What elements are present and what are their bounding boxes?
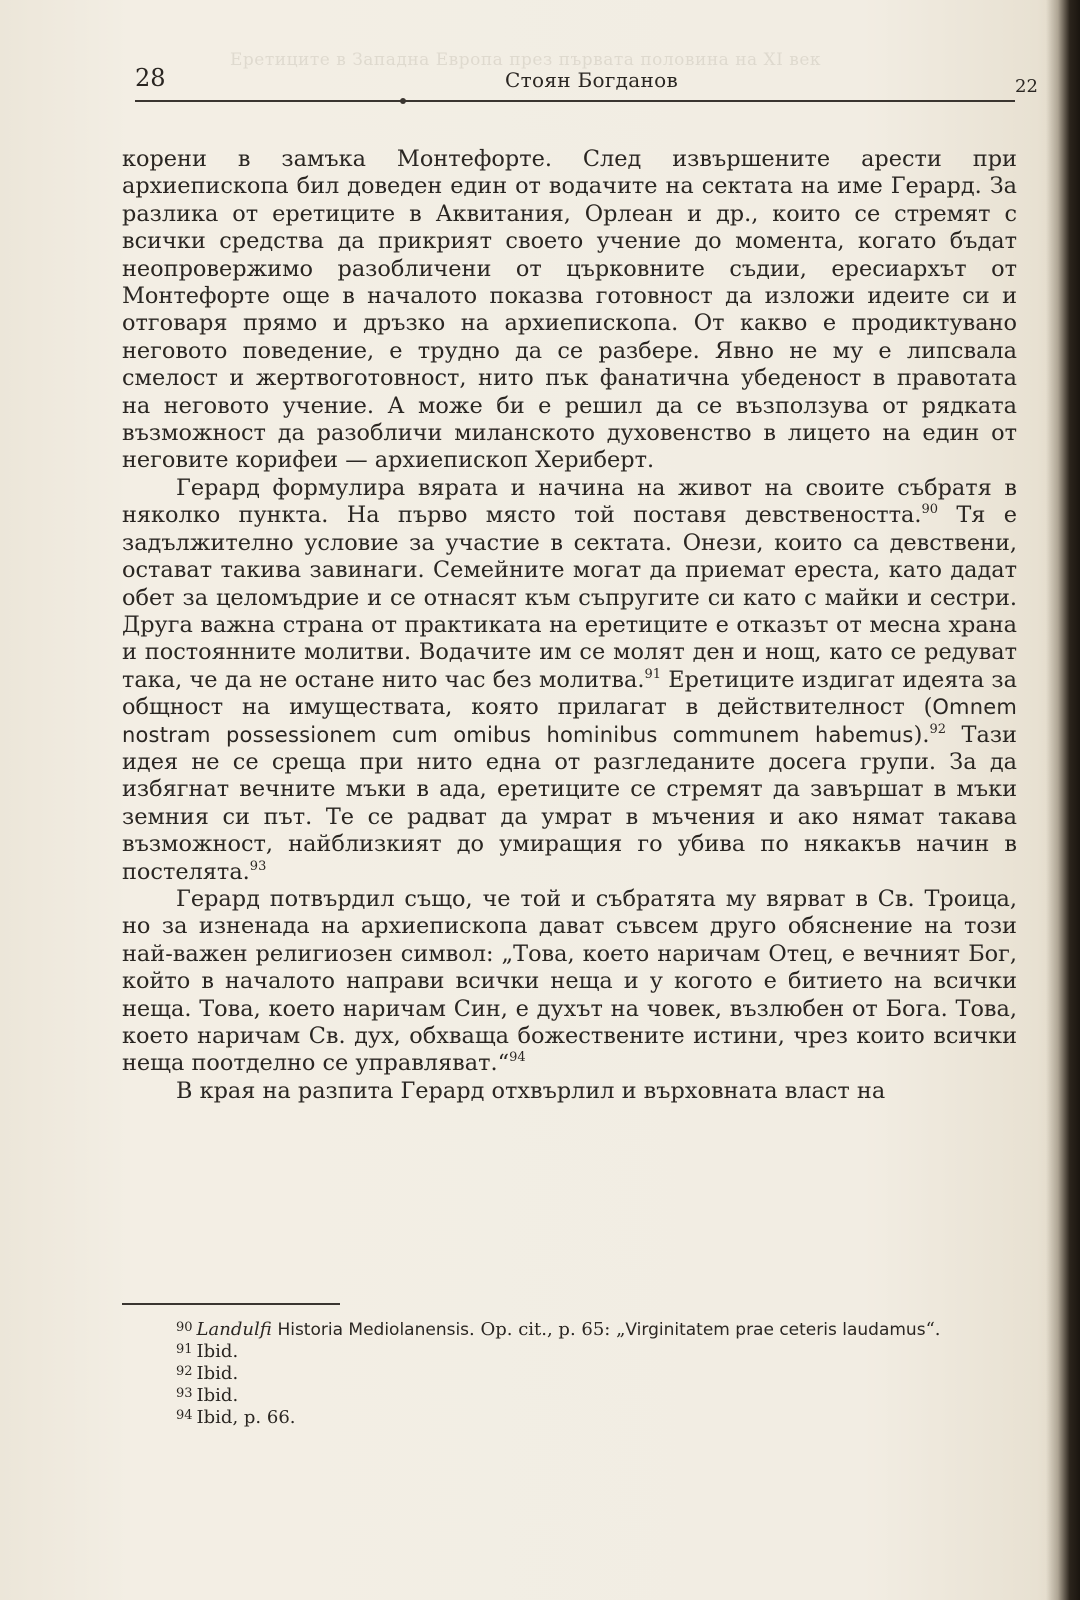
- footnote-source-title: Historia Mediolanensis: [277, 1319, 470, 1340]
- bleed-through-header: Еретиците в Западна Европа през първата половина на XI век: [230, 50, 822, 70]
- footnote-ref-91[interactable]: 91: [644, 666, 662, 682]
- footnote-ref-92[interactable]: 92: [929, 721, 946, 737]
- footnote-number: 90: [176, 1320, 193, 1335]
- facing-page-number: 22: [1015, 76, 1038, 97]
- footnote-ref-94[interactable]: 94: [509, 1050, 526, 1066]
- footnote-number: 93: [176, 1385, 193, 1401]
- footnote-number: 91: [176, 1341, 193, 1357]
- footnote-quote: Virginitatem prae ceteris laudamus: [625, 1319, 926, 1340]
- book-spine-shadow: [1046, 0, 1080, 1600]
- footnote-text: Ibid.: [196, 1340, 239, 1362]
- text-run: Тя е задължително условие за участие в сектата. Онези, които са девствени, остават такива завинаги. Семейните могат да приемат ереста, като дадат обет за целомъдрие и се отнасят към съпругите си като с майки и сестри. Друга важна страна от практиката на еретиците е отказът от месна храна и постоянните молитви. Водачите им се молят ден и нощ, като се редуват така, че да не остане нито час без молитва.: [122, 502, 1018, 693]
- footnote-text: Ibid, p. 66.: [196, 1406, 296, 1428]
- page-header: [135, 64, 1038, 104]
- footnote-number: 92: [176, 1363, 193, 1379]
- running-title: Стоян Богданов: [505, 68, 678, 92]
- paragraph: [122, 146, 1017, 475]
- footnote-91: [122, 1340, 1017, 1362]
- page-number: 28: [135, 64, 166, 92]
- footnote-ref-90[interactable]: 90: [921, 502, 939, 518]
- footnotes: [122, 1318, 1017, 1427]
- paragraph: [122, 1078, 1017, 1105]
- text-run: Еретиците издигат идеята за общност на имуществата, която прилагат в действителност (: [122, 666, 1017, 721]
- footnote-text-end: “.: [925, 1318, 941, 1340]
- footnote-ref-93[interactable]: 93: [249, 858, 267, 874]
- text-run: корени в замъка Монтефорте. След извършените арести при архиепископа бил доведен един от водачите на сектата на име Герард. За разлика от еретиците в Аквитания, Орлеан и др., които се стремят с всички средства да прикрият своето учение до момента, когато бъдат неопровержимо разобличени от църковните съдии, ересиархът от Монтефорте още в началото показва готовност да изложи идеите си и отговаря прямо и дръзко на архиепископа. От какво е продиктувано неговото поведение, е трудно да се разбере. Явно не му е липсвала смелост и жертвоготовност, нито пък фанатична убеденост в правотата на неговото учение. А може би е решил да се възползува от рядката възможност да разобличи миланското духовенство в лицето на един от неговите корифеи — архиепископ Хериберт.: [122, 146, 1017, 474]
- footnote-90: [122, 1318, 1017, 1340]
- footnote-text: Ibid.: [196, 1384, 239, 1406]
- text-run: ).: [913, 721, 930, 748]
- footnote-author: Landulfi: [196, 1318, 272, 1340]
- footnote-92: [122, 1362, 1017, 1384]
- text-run: В края на разпита Герард отхвърлил и върховната власт на: [176, 1077, 886, 1104]
- footnote-93: [122, 1384, 1017, 1406]
- text-run: Тази идея не се среща при нито една от разгледаните досега групи. За да избягнат вечните мъки в ада, еретиците се стремят да завършат в мъки земния си път. Те се радват да умрат в мъчения и ако нямат такава възможност, найблизкият до умиращия го убива по някакъв начин в постелята.: [122, 721, 1017, 885]
- footnote-text: Ibid.: [196, 1362, 239, 1384]
- text-run: Герард формулира вярата и начина на живот на своите събратя в няколко пункта. На първо място той поставя девствеността.: [122, 474, 1017, 529]
- body-text: [122, 146, 1017, 1105]
- header-rule: [135, 100, 1015, 102]
- footnote-number: 94: [176, 1407, 193, 1423]
- paragraph: [122, 475, 1017, 886]
- footnote-94: [122, 1406, 1017, 1428]
- footnote-rule: [122, 1303, 340, 1305]
- footnote-text: . Op. cit., p. 65: „: [469, 1318, 626, 1340]
- header-rule-ornament: [400, 98, 406, 104]
- text-run: Герард потвърдил също, че той и събратята му вярват в Св. Троица, но за изненада на архиепископа дават съвсем друго обяснение на този най-важен религиозен символ: „Това, което наричам Отец, е вечният Бог, който в началото направи всички неща и у когото е битието на всички неща. Това, което наричам Син, е духът на човек, възлюбен от Бога. Това, което наричам Св. дух, обхваща божествените истини, чрез които всички неща поотделно се управляват.“: [122, 885, 1017, 1077]
- latin-quote: Omnem nostram possessionem cum omibus hominibus communem habemus: [122, 695, 1017, 747]
- paragraph: [122, 886, 1017, 1078]
